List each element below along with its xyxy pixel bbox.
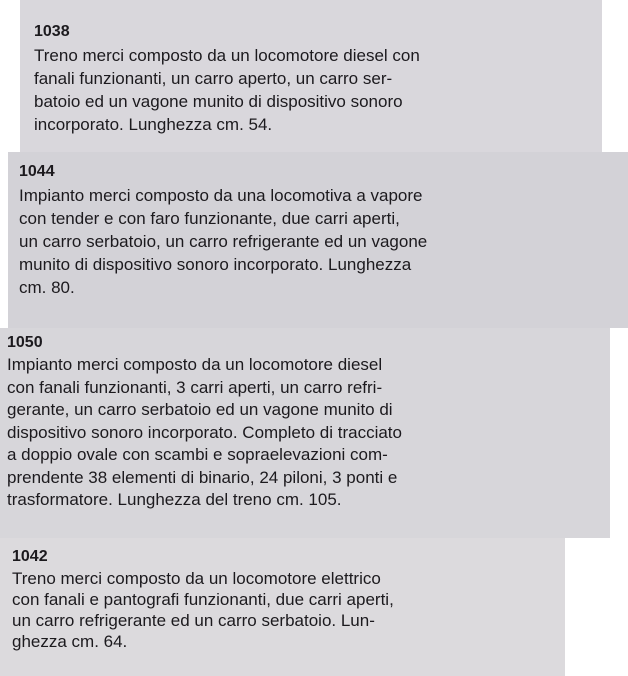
description-line: Treno merci composto da un locomotore elettrico (12, 569, 381, 588)
description-line: Impianto merci composto da una locomotiva a vapore (19, 186, 423, 205)
description-line: con fanali funzionanti, 3 carri aperti, un carro refri- (7, 377, 383, 397)
description-line: con tender e con faro funzionante, due carri aperti, (19, 209, 400, 228)
item-code: 1038 (34, 23, 70, 40)
catalog-entry-1038 (20, 0, 602, 152)
catalog-entry-1044 (8, 152, 628, 328)
description-line: ghezza cm. 64. (12, 632, 128, 651)
description-line: batoio ed un vagone munito di dispositivo sonoro (34, 92, 403, 111)
catalog-entry-1050 (0, 328, 610, 538)
item-code: 1042 (12, 548, 48, 565)
description-line: munito di dispositivo sonoro incorporato. Lunghezza (19, 255, 412, 274)
item-code: 1050 (7, 334, 43, 351)
description-line: Treno merci composto da un locomotore diesel con (34, 46, 420, 65)
description-line: prendente 38 elementi di binario, 24 piloni, 3 ponti e (7, 467, 398, 487)
description-line: cm. 80. (19, 278, 75, 297)
description-line: fanali funzionanti, un carro aperto, un carro ser- (34, 69, 393, 88)
description-line: incorporato. Lunghezza cm. 54. (34, 115, 273, 134)
item-code: 1044 (19, 163, 55, 180)
description-line: trasformatore. Lunghezza del treno cm. 105. (7, 490, 342, 509)
description-line: dispositivo sonoro incorporato. Completo di tracciato (7, 422, 402, 442)
description-line: un carro refrigerante ed un carro serbatoio. Lun- (12, 611, 375, 630)
description-line: a doppio ovale con scambi e sopraelevazioni com- (7, 445, 388, 464)
description-line: un carro serbatoio, un carro refrigerante ed un vagone (19, 232, 428, 251)
catalog-entry-1042 (0, 538, 565, 676)
description-line: gerante, un carro serbatoio ed un vagone munito di (7, 400, 393, 419)
description-line: Impianto merci composto da un locomotore diesel (7, 355, 383, 374)
description-line: con fanali e pantografi funzionanti, due carri aperti, (12, 590, 394, 609)
